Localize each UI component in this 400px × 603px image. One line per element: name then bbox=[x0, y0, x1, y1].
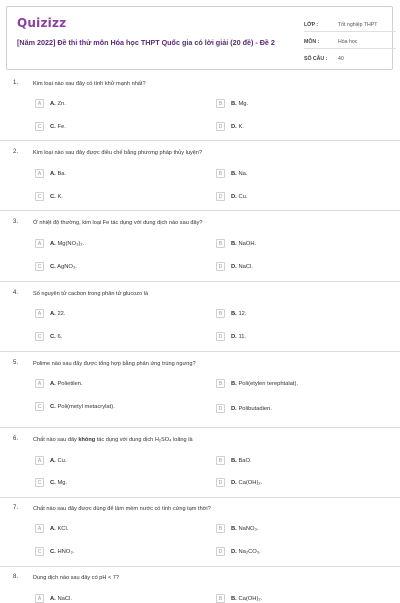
option-label: D. bbox=[231, 405, 237, 412]
option-text: Zn. bbox=[57, 100, 66, 107]
question-number: 6. bbox=[13, 436, 19, 442]
option-d[interactable] bbox=[216, 332, 246, 341]
option-letter-box: D bbox=[216, 122, 225, 131]
option-label: A. bbox=[50, 170, 56, 177]
option-text: 22. bbox=[57, 310, 66, 317]
option-letter-box: B bbox=[216, 169, 225, 178]
meta-key: MÔN : bbox=[304, 39, 320, 45]
option-letter-box: C bbox=[35, 332, 44, 341]
option-a[interactable] bbox=[35, 309, 66, 318]
option-label: D. bbox=[231, 479, 237, 486]
question-text: Kim loại nào sau đây được điều chế bằng phương pháp thủy luyện? bbox=[33, 150, 203, 156]
option-text: K. bbox=[238, 123, 244, 130]
option-text: Polietilen. bbox=[57, 380, 83, 387]
option-text: Na. bbox=[238, 170, 248, 177]
option-letter-box: A bbox=[35, 309, 44, 318]
option-d[interactable] bbox=[216, 192, 247, 201]
option-letter-box: B bbox=[216, 524, 225, 533]
option-text: Poli(etylen terephtalat). bbox=[238, 380, 299, 387]
option-text: KCl. bbox=[57, 525, 69, 532]
option-label: A. bbox=[50, 595, 56, 602]
option-d[interactable] bbox=[216, 262, 253, 271]
option-letter-box: A bbox=[35, 524, 44, 533]
option-label: B. bbox=[231, 525, 237, 532]
option-text: Ba. bbox=[57, 170, 67, 177]
option-d[interactable] bbox=[216, 122, 244, 131]
option-c[interactable] bbox=[35, 262, 77, 271]
option-label: A. bbox=[50, 310, 56, 317]
question-text: Kim loại nào sau đây có tính khử mạnh nhất? bbox=[33, 81, 146, 87]
question-text: Ở nhiệt độ thường, kim loại Fe tác dụng với dung dịch nào sau đây? bbox=[33, 220, 203, 226]
question-divider bbox=[0, 566, 400, 567]
option-text: Mg(NO₃)₂. bbox=[57, 240, 85, 247]
option-letter-box: A bbox=[35, 594, 44, 603]
option-label: D. bbox=[231, 193, 237, 200]
meta-value: 40 bbox=[338, 56, 344, 62]
question-text: Chất nào sau đây được dùng để làm mềm nước có tính cứng tạm thời? bbox=[33, 506, 211, 512]
option-letter-box: A bbox=[35, 379, 44, 388]
option-label: A. bbox=[50, 240, 56, 247]
question-divider bbox=[0, 281, 400, 282]
option-d[interactable] bbox=[216, 404, 272, 413]
option-letter-box: D bbox=[216, 478, 225, 487]
question-number: 1. bbox=[13, 80, 19, 86]
option-label: C. bbox=[50, 548, 56, 555]
quizizz-logo: Quizizz bbox=[17, 16, 67, 30]
option-text: 12. bbox=[238, 310, 247, 317]
option-label: B. bbox=[231, 380, 237, 387]
question-number: 3. bbox=[13, 219, 19, 225]
meta-value: Hóa học bbox=[338, 39, 358, 45]
option-text: Cu. bbox=[238, 193, 248, 200]
option-text: AgNO₃. bbox=[57, 263, 77, 270]
option-text: Ca(OH)₂. bbox=[238, 595, 263, 602]
option-text: HNO₃. bbox=[57, 548, 75, 555]
option-letter-box: C bbox=[35, 262, 44, 271]
option-label: D. bbox=[231, 123, 237, 130]
option-label: C. bbox=[50, 193, 56, 200]
worksheet-title: [Năm 2022] Đề thi thử môn Hóa học THPT Quốc gia có lời giải (20 đề) - Đề 2 bbox=[17, 38, 275, 47]
question-text: Chất nào sau đây không tác dụng với dung dịch H₂SO₄ loãng là bbox=[33, 437, 193, 443]
option-text: Fe. bbox=[57, 123, 66, 130]
option-label: B. bbox=[231, 595, 237, 602]
question-number: 4. bbox=[13, 290, 19, 296]
question-divider bbox=[0, 427, 400, 428]
emphasis-word: không bbox=[78, 437, 96, 443]
worksheet-header bbox=[6, 6, 393, 70]
option-b[interactable] bbox=[216, 169, 247, 178]
option-b[interactable] bbox=[216, 239, 256, 248]
option-d[interactable] bbox=[216, 547, 261, 556]
meta-row-count bbox=[304, 49, 396, 65]
option-text: Mg. bbox=[238, 100, 249, 107]
question-text: Số nguyên tử cacbon trong phân tử glucozo là bbox=[33, 291, 149, 297]
option-letter-box: B bbox=[216, 594, 225, 603]
option-label: B. bbox=[231, 240, 237, 247]
option-letter-box: C bbox=[35, 402, 44, 411]
question-divider bbox=[0, 497, 400, 498]
option-b[interactable] bbox=[216, 594, 262, 603]
option-text: Ca(OH)₂. bbox=[238, 479, 263, 486]
option-letter-box: B bbox=[216, 379, 225, 388]
option-letter-box: C bbox=[35, 122, 44, 131]
question-divider bbox=[0, 351, 400, 352]
option-letter-box: A bbox=[35, 456, 44, 465]
option-a[interactable] bbox=[35, 524, 68, 533]
option-text: 6. bbox=[57, 333, 63, 340]
option-label: A. bbox=[50, 457, 56, 464]
question-text: Polime nào sau đây được tổng hợp bằng phản ứng trùng ngưng? bbox=[33, 361, 196, 367]
option-a[interactable] bbox=[35, 239, 84, 248]
option-letter-box: C bbox=[35, 478, 44, 487]
option-a[interactable] bbox=[35, 594, 72, 603]
question-number: 5. bbox=[13, 360, 19, 366]
option-c[interactable] bbox=[35, 547, 74, 556]
option-label: C. bbox=[50, 403, 56, 410]
question-divider bbox=[0, 210, 400, 211]
meta-value: Tốt nghiệp THPT bbox=[338, 22, 378, 28]
option-text: K. bbox=[57, 193, 63, 200]
option-c[interactable] bbox=[35, 402, 115, 411]
option-letter-box: D bbox=[216, 262, 225, 271]
option-b[interactable] bbox=[216, 379, 298, 388]
option-text: Na₂CO₃. bbox=[238, 548, 261, 555]
option-b[interactable] bbox=[216, 99, 248, 108]
meta-key: SỐ CÂU : bbox=[304, 56, 328, 62]
option-letter-box: D bbox=[216, 192, 225, 201]
question-number: 8. bbox=[13, 574, 19, 580]
option-label: C. bbox=[50, 333, 56, 340]
option-letter-box: B bbox=[216, 99, 225, 108]
option-text: NaOH. bbox=[238, 240, 257, 247]
option-label: B. bbox=[231, 100, 237, 107]
option-letter-box: B bbox=[216, 309, 225, 318]
option-letter-box: C bbox=[35, 547, 44, 556]
option-label: A. bbox=[50, 100, 56, 107]
option-letter-box: A bbox=[35, 169, 44, 178]
option-a[interactable] bbox=[35, 379, 83, 388]
option-label: D. bbox=[231, 548, 237, 555]
option-letter-box: D bbox=[216, 332, 225, 341]
option-text: NaCl. bbox=[57, 595, 72, 602]
option-b[interactable] bbox=[216, 309, 247, 318]
option-letter-box: A bbox=[35, 99, 44, 108]
option-b[interactable] bbox=[216, 456, 252, 465]
option-label: C. bbox=[50, 123, 56, 130]
option-a[interactable] bbox=[35, 99, 66, 108]
option-b[interactable] bbox=[216, 524, 259, 533]
option-label: B. bbox=[231, 310, 237, 317]
option-text: Cu. bbox=[57, 457, 67, 464]
question-number: 7. bbox=[13, 505, 19, 511]
option-c[interactable] bbox=[35, 192, 63, 201]
option-c[interactable] bbox=[35, 332, 62, 341]
option-text: Mg. bbox=[57, 479, 68, 486]
option-c[interactable] bbox=[35, 122, 66, 131]
option-letter-box: D bbox=[216, 404, 225, 413]
question-text: Dung dịch nào sau đây có pH < 7? bbox=[33, 575, 119, 581]
option-label: A. bbox=[50, 380, 56, 387]
option-text: Polibutadien. bbox=[238, 405, 272, 412]
meta-row-subject bbox=[304, 32, 396, 49]
option-d[interactable] bbox=[216, 478, 262, 487]
option-a[interactable] bbox=[35, 169, 66, 178]
option-c[interactable] bbox=[35, 478, 67, 487]
option-label: C. bbox=[50, 479, 56, 486]
option-text: Poli(metyl metacrylat). bbox=[57, 403, 115, 410]
option-label: D. bbox=[231, 263, 237, 270]
option-text: NaNO₃. bbox=[238, 525, 259, 532]
option-label: B. bbox=[231, 170, 237, 177]
option-a[interactable] bbox=[35, 456, 66, 465]
worksheet-meta bbox=[304, 15, 396, 65]
option-label: C. bbox=[50, 263, 56, 270]
option-label: A. bbox=[50, 525, 56, 532]
option-letter-box: A bbox=[35, 239, 44, 248]
option-label: D. bbox=[231, 333, 237, 340]
option-letter-box: B bbox=[216, 239, 225, 248]
option-text: BaO. bbox=[238, 457, 252, 464]
question-divider bbox=[0, 140, 400, 141]
option-text: 11. bbox=[238, 333, 247, 340]
option-letter-box: C bbox=[35, 192, 44, 201]
option-text: NaCl. bbox=[238, 263, 253, 270]
option-letter-box: D bbox=[216, 547, 225, 556]
option-letter-box: B bbox=[216, 456, 225, 465]
meta-row-class bbox=[304, 15, 396, 32]
question-number: 2. bbox=[13, 149, 19, 155]
option-label: B. bbox=[231, 457, 237, 464]
meta-key: LỚP : bbox=[304, 22, 319, 28]
